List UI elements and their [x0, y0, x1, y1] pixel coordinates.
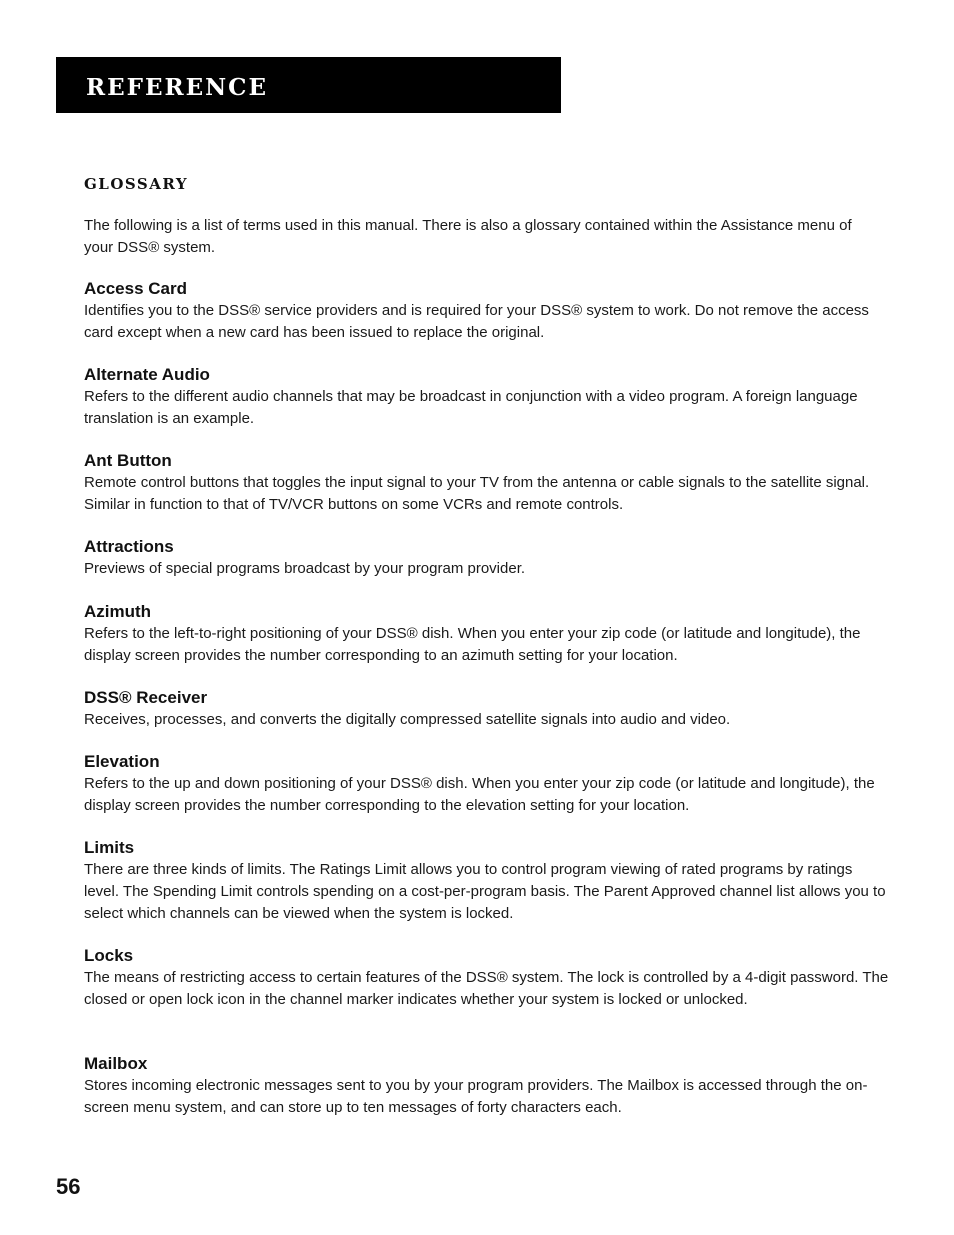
glossary-term: Access Card — [84, 279, 188, 298]
glossary-entry — [84, 601, 889, 687]
glossary-definition: Identifies you to the DSS® service providers and is required for your DSS® system to work. Do not remove the access card except when a new card has been issued to replace the original. — [84, 302, 869, 341]
page-number: 56 — [56, 1174, 81, 1199]
page-title: reference — [86, 64, 269, 103]
glossary-term: DSS® Receiver — [84, 688, 208, 707]
glossary-term: Mailbox — [84, 1054, 148, 1073]
glossary-entry — [84, 1053, 889, 1119]
glossary-definition: Stores incoming electronic messages sent to you by your program providers. The Mailbox is accessed through the on-screen menu system, and can store up to ten messages of forty characters each. — [84, 1077, 868, 1116]
section-heading: glossary — [84, 169, 189, 195]
glossary-definition: Refers to the up and down positioning of your DSS® dish. When you enter your zip code (or latitude and longitude), the display screen provides the number corresponding to the elevation setting for your location. — [84, 775, 875, 814]
glossary-definition: Refers to the left-to-right positioning of your DSS® dish. When you enter your zip code (or latitude and longitude), the display screen provides the number corresponding to an azimuth setting for your location. — [84, 625, 861, 664]
glossary-term: Attractions — [84, 537, 174, 556]
glossary-term: Elevation — [84, 752, 160, 771]
glossary-entry — [84, 536, 889, 601]
glossary-term: Alternate Audio — [84, 365, 210, 384]
glossary-definition: The means of restricting access to certain features of the DSS® system. The lock is controlled by a 4-digit password. The closed or open lock icon in the channel marker indicates whether your system is locked or unlocked. — [84, 969, 889, 1008]
glossary-entry — [84, 450, 889, 536]
glossary-definition: Remote control buttons that toggles the input signal to your TV from the antenna or cable signals to the satellite signal. Similar in function to that of TV/VCR buttons on some VCRs and remote controls. — [84, 474, 870, 513]
glossary-term: Locks — [84, 946, 134, 965]
glossary-term: Limits — [84, 838, 135, 857]
glossary-entry — [84, 751, 889, 837]
glossary-definition: There are three kinds of limits. The Ratings Limit allows you to control program viewing of rated programs by ratings level. The Spending Limit controls spending on a cost-per-program basis. The Parent Approved channel list allows you to select which channels can be viewed when the system is locked. — [84, 861, 886, 922]
glossary-list — [84, 278, 889, 1119]
glossary-entry — [84, 837, 889, 945]
glossary-definition: Refers to the different audio channels that may be broadcast in conjunction with a video program. A foreign language translation is an example. — [84, 388, 858, 427]
glossary-definition: Previews of special programs broadcast by your program provider. — [84, 560, 526, 577]
glossary-entry — [84, 364, 889, 450]
glossary-entry — [84, 687, 889, 751]
glossary-entry — [84, 278, 889, 364]
intro-paragraph: The following is a list of terms used in this manual. There is also a glossary contained within the Assistance menu of your DSS® system. — [84, 217, 852, 256]
glossary-entry — [84, 945, 889, 1053]
glossary-term: Ant Button — [84, 451, 172, 470]
glossary-definition: Receives, processes, and converts the digitally compressed satellite signals into audio and video. — [84, 711, 731, 728]
glossary-term: Azimuth — [84, 602, 152, 621]
header-banner — [56, 57, 561, 113]
